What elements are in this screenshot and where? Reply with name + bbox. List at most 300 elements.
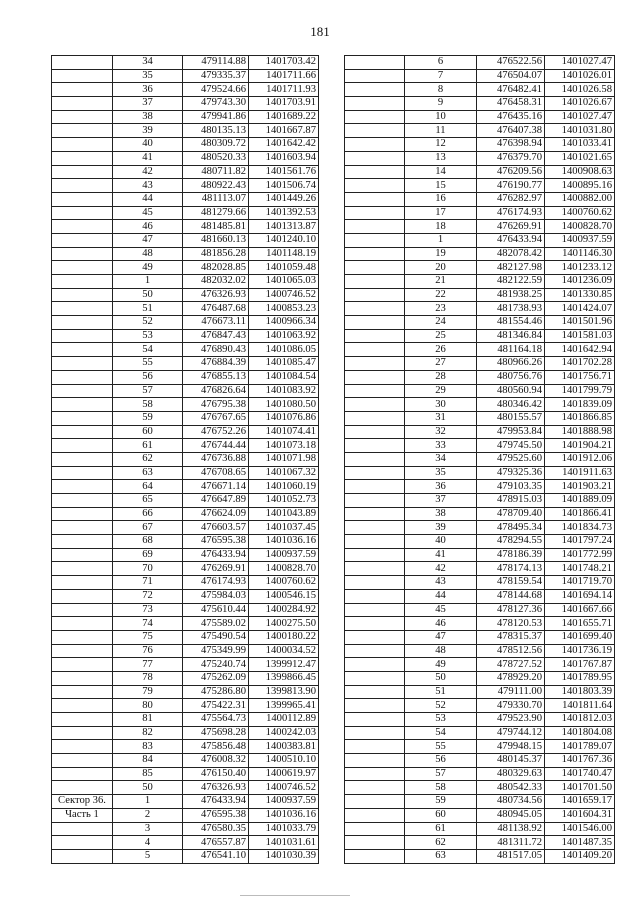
table-row <box>52 671 319 685</box>
point-number-cell: 46 <box>113 220 183 234</box>
table-row <box>345 384 615 398</box>
sector-cell <box>52 83 113 97</box>
sector-cell <box>52 220 113 234</box>
point-number-cell: 56 <box>113 370 183 384</box>
x-coordinate-cell: 476269.91 <box>477 220 545 234</box>
sector-cell <box>52 110 113 124</box>
y-coordinate-cell: 1401076.86 <box>249 411 319 425</box>
point-number-cell: 8 <box>405 83 477 97</box>
y-coordinate-cell: 1401086.05 <box>249 343 319 357</box>
table-row <box>345 548 615 562</box>
y-coordinate-cell: 1400895.16 <box>545 179 615 193</box>
y-coordinate-cell: 1401812.03 <box>545 713 615 727</box>
sector-cell <box>52 507 113 521</box>
y-coordinate-cell: 1401060.19 <box>249 480 319 494</box>
x-coordinate-cell: 478127.36 <box>477 603 545 617</box>
y-coordinate-cell: 1400828.70 <box>545 220 615 234</box>
sector-cell <box>52 343 113 357</box>
y-coordinate-cell: 1401067.32 <box>249 466 319 480</box>
y-coordinate-cell: 1401036.16 <box>249 535 319 549</box>
sector-cell <box>52 699 113 713</box>
table-row <box>52 138 319 152</box>
point-number-cell: 25 <box>405 329 477 343</box>
table-row <box>345 288 615 302</box>
point-number-cell: 52 <box>113 316 183 330</box>
point-number-cell: 76 <box>113 644 183 658</box>
x-coordinate-cell: 480520.33 <box>183 151 249 165</box>
sector-cell <box>52 384 113 398</box>
point-number-cell: 34 <box>405 452 477 466</box>
table-row <box>345 357 615 371</box>
point-number-cell: 44 <box>113 192 183 206</box>
y-coordinate-cell: 1401026.01 <box>545 69 615 83</box>
y-coordinate-cell: 1400242.03 <box>249 726 319 740</box>
table-row <box>52 849 319 863</box>
table-row <box>345 233 615 247</box>
table-row <box>52 822 319 836</box>
x-coordinate-cell: 481938.25 <box>477 288 545 302</box>
point-number-cell: 61 <box>113 439 183 453</box>
y-coordinate-cell: 1401659.17 <box>545 795 615 809</box>
sector-cell <box>345 494 405 508</box>
table-row <box>52 425 319 439</box>
y-coordinate-cell: 1400034.52 <box>249 644 319 658</box>
x-coordinate-cell: 479953.84 <box>477 425 545 439</box>
point-number-cell: 16 <box>405 192 477 206</box>
point-number-cell: 51 <box>113 302 183 316</box>
x-coordinate-cell: 479941.86 <box>183 110 249 124</box>
y-coordinate-cell: 1401689.22 <box>249 110 319 124</box>
sector-cell <box>345 507 405 521</box>
point-number-cell: 23 <box>405 302 477 316</box>
x-coordinate-cell: 475286.80 <box>183 685 249 699</box>
y-coordinate-cell: 1400284.92 <box>249 603 319 617</box>
point-number-cell: 43 <box>113 179 183 193</box>
point-number-cell: 70 <box>113 562 183 576</box>
table-row <box>345 494 615 508</box>
y-coordinate-cell: 1401506.74 <box>249 179 319 193</box>
x-coordinate-cell: 481485.81 <box>183 220 249 234</box>
point-number-cell: 41 <box>113 151 183 165</box>
sector-cell <box>52 836 113 850</box>
x-coordinate-cell: 478915.03 <box>477 494 545 508</box>
point-number-cell: 37 <box>405 494 477 508</box>
point-number-cell: 65 <box>113 494 183 508</box>
y-coordinate-cell: 1401033.79 <box>249 822 319 836</box>
point-number-cell: 43 <box>405 576 477 590</box>
sector-cell <box>52 576 113 590</box>
x-coordinate-cell: 476752.26 <box>183 425 249 439</box>
x-coordinate-cell: 481738.93 <box>477 302 545 316</box>
point-number-cell: 59 <box>113 411 183 425</box>
sector-cell <box>52 261 113 275</box>
y-coordinate-cell: 1401736.19 <box>545 644 615 658</box>
y-coordinate-cell: 1400828.70 <box>249 562 319 576</box>
table-row <box>345 713 615 727</box>
sector-cell <box>52 781 113 795</box>
table-row <box>52 562 319 576</box>
x-coordinate-cell: 478495.34 <box>477 521 545 535</box>
x-coordinate-cell: 476282.97 <box>477 192 545 206</box>
table-row <box>52 754 319 768</box>
x-coordinate-cell: 482028.85 <box>183 261 249 275</box>
sector-cell <box>52 849 113 863</box>
table-row <box>345 685 615 699</box>
table-row <box>345 192 615 206</box>
point-number-cell: 84 <box>113 754 183 768</box>
x-coordinate-cell: 478929.20 <box>477 671 545 685</box>
sector-cell <box>52 671 113 685</box>
sector-cell <box>345 603 405 617</box>
y-coordinate-cell: 1401030.39 <box>249 849 319 863</box>
point-number-cell: 68 <box>113 535 183 549</box>
table-row <box>345 343 615 357</box>
point-number-cell: 57 <box>405 767 477 781</box>
y-coordinate-cell: 1401889.09 <box>545 494 615 508</box>
x-coordinate-cell: 476647.89 <box>183 494 249 508</box>
table-row <box>52 548 319 562</box>
sector-cell <box>52 316 113 330</box>
x-coordinate-cell: 476603.57 <box>183 521 249 535</box>
y-coordinate-cell: 1401036.16 <box>249 808 319 822</box>
table-row <box>345 562 615 576</box>
point-number-cell: 52 <box>405 699 477 713</box>
table-row <box>52 220 319 234</box>
table-row <box>52 343 319 357</box>
sector-cell <box>345 836 405 850</box>
point-number-cell: 48 <box>405 644 477 658</box>
sector-cell <box>345 439 405 453</box>
x-coordinate-cell: 481856.28 <box>183 247 249 261</box>
y-coordinate-cell: 1401561.76 <box>249 165 319 179</box>
y-coordinate-cell: 1401667.87 <box>249 124 319 138</box>
sector-cell <box>345 288 405 302</box>
sector-cell <box>52 124 113 138</box>
x-coordinate-cell: 478120.53 <box>477 617 545 631</box>
y-coordinate-cell: 1401449.26 <box>249 192 319 206</box>
y-coordinate-cell: 1401037.45 <box>249 521 319 535</box>
table-row <box>52 302 319 316</box>
y-coordinate-cell: 1399813.90 <box>249 685 319 699</box>
x-coordinate-cell: 480309.72 <box>183 138 249 152</box>
x-coordinate-cell: 476522.56 <box>477 56 545 70</box>
point-number-cell: 63 <box>113 466 183 480</box>
point-number-cell: 29 <box>405 384 477 398</box>
table-row <box>52 411 319 425</box>
point-number-cell: 2 <box>113 808 183 822</box>
y-coordinate-cell: 1401026.58 <box>545 83 615 97</box>
table-row <box>52 480 319 494</box>
point-number-cell: 36 <box>113 83 183 97</box>
y-coordinate-cell: 1400180.22 <box>249 630 319 644</box>
x-coordinate-cell: 475698.28 <box>183 726 249 740</box>
table-row <box>345 398 615 412</box>
y-coordinate-cell: 1401642.42 <box>249 138 319 152</box>
point-number-cell: 40 <box>113 138 183 152</box>
sector-cell <box>345 233 405 247</box>
table-row <box>52 206 319 220</box>
y-coordinate-cell: 1401027.47 <box>545 56 615 70</box>
x-coordinate-cell: 476795.38 <box>183 398 249 412</box>
sector-cell <box>52 288 113 302</box>
x-coordinate-cell: 482078.42 <box>477 247 545 261</box>
table-row <box>345 699 615 713</box>
x-coordinate-cell: 479325.36 <box>477 466 545 480</box>
x-coordinate-cell: 480756.76 <box>477 370 545 384</box>
x-coordinate-cell: 481279.66 <box>183 206 249 220</box>
point-number-cell: 69 <box>113 548 183 562</box>
point-number-cell: 38 <box>405 507 477 521</box>
sector-cell <box>345 466 405 480</box>
point-number-cell: 1 <box>113 275 183 289</box>
y-coordinate-cell: 1401240.10 <box>249 233 319 247</box>
x-coordinate-cell: 475610.44 <box>183 603 249 617</box>
table-row <box>345 808 615 822</box>
sector-cell <box>345 83 405 97</box>
table-row <box>345 316 615 330</box>
table-row <box>345 425 615 439</box>
point-number-cell: 1 <box>405 233 477 247</box>
sector-cell <box>52 425 113 439</box>
x-coordinate-cell: 481113.07 <box>183 192 249 206</box>
table-row <box>345 302 615 316</box>
x-coordinate-cell: 481554.46 <box>477 316 545 330</box>
x-coordinate-cell: 479948.15 <box>477 740 545 754</box>
sector-cell <box>52 521 113 535</box>
y-coordinate-cell: 1401026.67 <box>545 97 615 111</box>
scan-edge-line <box>240 895 350 896</box>
x-coordinate-cell: 481346.84 <box>477 329 545 343</box>
x-coordinate-cell: 480734.56 <box>477 795 545 809</box>
y-coordinate-cell: 1401888.98 <box>545 425 615 439</box>
y-coordinate-cell: 1400619.97 <box>249 767 319 781</box>
y-coordinate-cell: 1401799.79 <box>545 384 615 398</box>
y-coordinate-cell: 1400112.89 <box>249 713 319 727</box>
point-number-cell: 39 <box>405 521 477 535</box>
x-coordinate-cell: 476482.41 <box>477 83 545 97</box>
x-coordinate-cell: 475422.31 <box>183 699 249 713</box>
point-number-cell: 12 <box>405 138 477 152</box>
point-number-cell: 15 <box>405 179 477 193</box>
y-coordinate-cell: 1401772.99 <box>545 548 615 562</box>
x-coordinate-cell: 480922.43 <box>183 179 249 193</box>
x-coordinate-cell: 476847.43 <box>183 329 249 343</box>
y-coordinate-cell: 1401834.73 <box>545 521 615 535</box>
y-coordinate-cell: 1401581.03 <box>545 329 615 343</box>
x-coordinate-cell: 478186.39 <box>477 548 545 562</box>
sector-cell <box>345 151 405 165</box>
table-row <box>52 740 319 754</box>
point-number-cell: 36 <box>405 480 477 494</box>
table-row <box>345 849 615 863</box>
coordinate-table-left <box>51 55 319 864</box>
x-coordinate-cell: 476884.39 <box>183 357 249 371</box>
table-row <box>345 535 615 549</box>
x-coordinate-cell: 476435.16 <box>477 110 545 124</box>
point-number-cell: 57 <box>113 384 183 398</box>
y-coordinate-cell: 1401604.31 <box>545 808 615 822</box>
x-coordinate-cell: 481660.13 <box>183 233 249 247</box>
y-coordinate-cell: 1401085.47 <box>249 357 319 371</box>
point-number-cell: 82 <box>113 726 183 740</box>
y-coordinate-cell: 1401767.87 <box>545 658 615 672</box>
sector-cell <box>345 370 405 384</box>
y-coordinate-cell: 1399912.47 <box>249 658 319 672</box>
y-coordinate-cell: 1401052.73 <box>249 494 319 508</box>
sector-cell <box>345 767 405 781</box>
x-coordinate-cell: 475589.02 <box>183 617 249 631</box>
table-row <box>345 617 615 631</box>
x-coordinate-cell: 481517.05 <box>477 849 545 863</box>
table-row <box>52 316 319 330</box>
sector-cell <box>52 589 113 603</box>
sector-cell <box>52 151 113 165</box>
sector-cell <box>345 671 405 685</box>
table-row <box>52 452 319 466</box>
y-coordinate-cell: 1400882.00 <box>545 192 615 206</box>
y-coordinate-cell: 1401027.47 <box>545 110 615 124</box>
point-number-cell: 63 <box>405 849 477 863</box>
x-coordinate-cell: 480329.63 <box>477 767 545 781</box>
point-number-cell: 42 <box>405 562 477 576</box>
x-coordinate-cell: 476433.94 <box>183 795 249 809</box>
coordinate-table-right <box>344 55 615 864</box>
y-coordinate-cell: 1401797.24 <box>545 535 615 549</box>
x-coordinate-cell: 478294.55 <box>477 535 545 549</box>
sector-cell: Часть 1 <box>52 808 113 822</box>
sector-cell <box>345 411 405 425</box>
table-row <box>52 630 319 644</box>
sector-cell <box>52 56 113 70</box>
y-coordinate-cell: 1401080.50 <box>249 398 319 412</box>
sector-cell <box>345 644 405 658</box>
y-coordinate-cell: 1401084.54 <box>249 370 319 384</box>
y-coordinate-cell: 1400546.15 <box>249 589 319 603</box>
sector-cell <box>345 165 405 179</box>
x-coordinate-cell: 479523.90 <box>477 713 545 727</box>
x-coordinate-cell: 479114.88 <box>183 56 249 70</box>
y-coordinate-cell: 1401642.94 <box>545 343 615 357</box>
point-number-cell: 21 <box>405 275 477 289</box>
y-coordinate-cell: 1400853.23 <box>249 302 319 316</box>
x-coordinate-cell: 480135.13 <box>183 124 249 138</box>
y-coordinate-cell: 1401694.14 <box>545 589 615 603</box>
y-coordinate-cell: 1401703.91 <box>249 97 319 111</box>
page-number: 181 <box>310 24 330 39</box>
table-row <box>52 795 319 809</box>
sector-cell <box>52 617 113 631</box>
y-coordinate-cell: 1401804.08 <box>545 726 615 740</box>
sector-cell <box>345 56 405 70</box>
point-number-cell: 75 <box>113 630 183 644</box>
table-row <box>52 781 319 795</box>
x-coordinate-cell: 479524.66 <box>183 83 249 97</box>
y-coordinate-cell: 1400937.59 <box>249 795 319 809</box>
point-number-cell: 50 <box>113 288 183 302</box>
x-coordinate-cell: 476595.38 <box>183 808 249 822</box>
point-number-cell: 9 <box>405 97 477 111</box>
y-coordinate-cell: 1401767.36 <box>545 754 615 768</box>
table-row <box>52 69 319 83</box>
sector-cell <box>52 302 113 316</box>
point-number-cell: 37 <box>113 97 183 111</box>
sector-cell <box>345 480 405 494</box>
x-coordinate-cell: 478174.13 <box>477 562 545 576</box>
y-coordinate-cell: 1401740.47 <box>545 767 615 781</box>
x-coordinate-cell: 476433.94 <box>477 233 545 247</box>
table-row <box>345 138 615 152</box>
y-coordinate-cell: 1401424.07 <box>545 302 615 316</box>
x-coordinate-cell: 475240.74 <box>183 658 249 672</box>
sector-cell <box>345 329 405 343</box>
point-number-cell: 41 <box>405 548 477 562</box>
point-number-cell: 81 <box>113 713 183 727</box>
x-coordinate-cell: 479525.60 <box>477 452 545 466</box>
x-coordinate-cell: 476767.65 <box>183 411 249 425</box>
y-coordinate-cell: 1401409.20 <box>545 849 615 863</box>
y-coordinate-cell: 1401083.92 <box>249 384 319 398</box>
point-number-cell: 58 <box>113 398 183 412</box>
table-row <box>52 261 319 275</box>
point-number-cell: 85 <box>113 767 183 781</box>
y-coordinate-cell: 1399866.45 <box>249 671 319 685</box>
table-row <box>345 329 615 343</box>
sector-cell <box>52 466 113 480</box>
point-number-cell: 61 <box>405 822 477 836</box>
y-coordinate-cell: 1400760.62 <box>249 576 319 590</box>
y-coordinate-cell: 1401756.71 <box>545 370 615 384</box>
table-row <box>52 617 319 631</box>
x-coordinate-cell: 476580.35 <box>183 822 249 836</box>
table-row <box>345 275 615 289</box>
x-coordinate-cell: 476433.94 <box>183 548 249 562</box>
x-coordinate-cell: 476458.31 <box>477 97 545 111</box>
x-coordinate-cell: 476190.77 <box>477 179 545 193</box>
sector-cell <box>345 275 405 289</box>
sector-cell <box>52 192 113 206</box>
y-coordinate-cell: 1401839.09 <box>545 398 615 412</box>
sector-cell <box>52 69 113 83</box>
table-row <box>345 261 615 275</box>
point-number-cell: 31 <box>405 411 477 425</box>
table-row <box>345 247 615 261</box>
table-row <box>345 507 615 521</box>
table-row <box>345 370 615 384</box>
sector-cell <box>345 220 405 234</box>
sector-cell <box>52 370 113 384</box>
x-coordinate-cell: 476174.93 <box>183 576 249 590</box>
x-coordinate-cell: 479330.70 <box>477 699 545 713</box>
table-row <box>52 576 319 590</box>
x-coordinate-cell: 480966.26 <box>477 357 545 371</box>
point-number-cell: 53 <box>113 329 183 343</box>
table-row <box>345 110 615 124</box>
sector-cell <box>345 110 405 124</box>
sector-cell <box>52 685 113 699</box>
table-row <box>345 56 615 70</box>
table-row <box>52 808 319 822</box>
point-number-cell: 34 <box>113 56 183 70</box>
table-row <box>345 726 615 740</box>
point-number-cell: 77 <box>113 658 183 672</box>
y-coordinate-cell: 1401911.63 <box>545 466 615 480</box>
y-coordinate-cell: 1401711.66 <box>249 69 319 83</box>
point-number-cell: 49 <box>113 261 183 275</box>
point-number-cell: 38 <box>113 110 183 124</box>
table-row <box>345 97 615 111</box>
x-coordinate-cell: 480542.33 <box>477 781 545 795</box>
y-coordinate-cell: 1399965.41 <box>249 699 319 713</box>
